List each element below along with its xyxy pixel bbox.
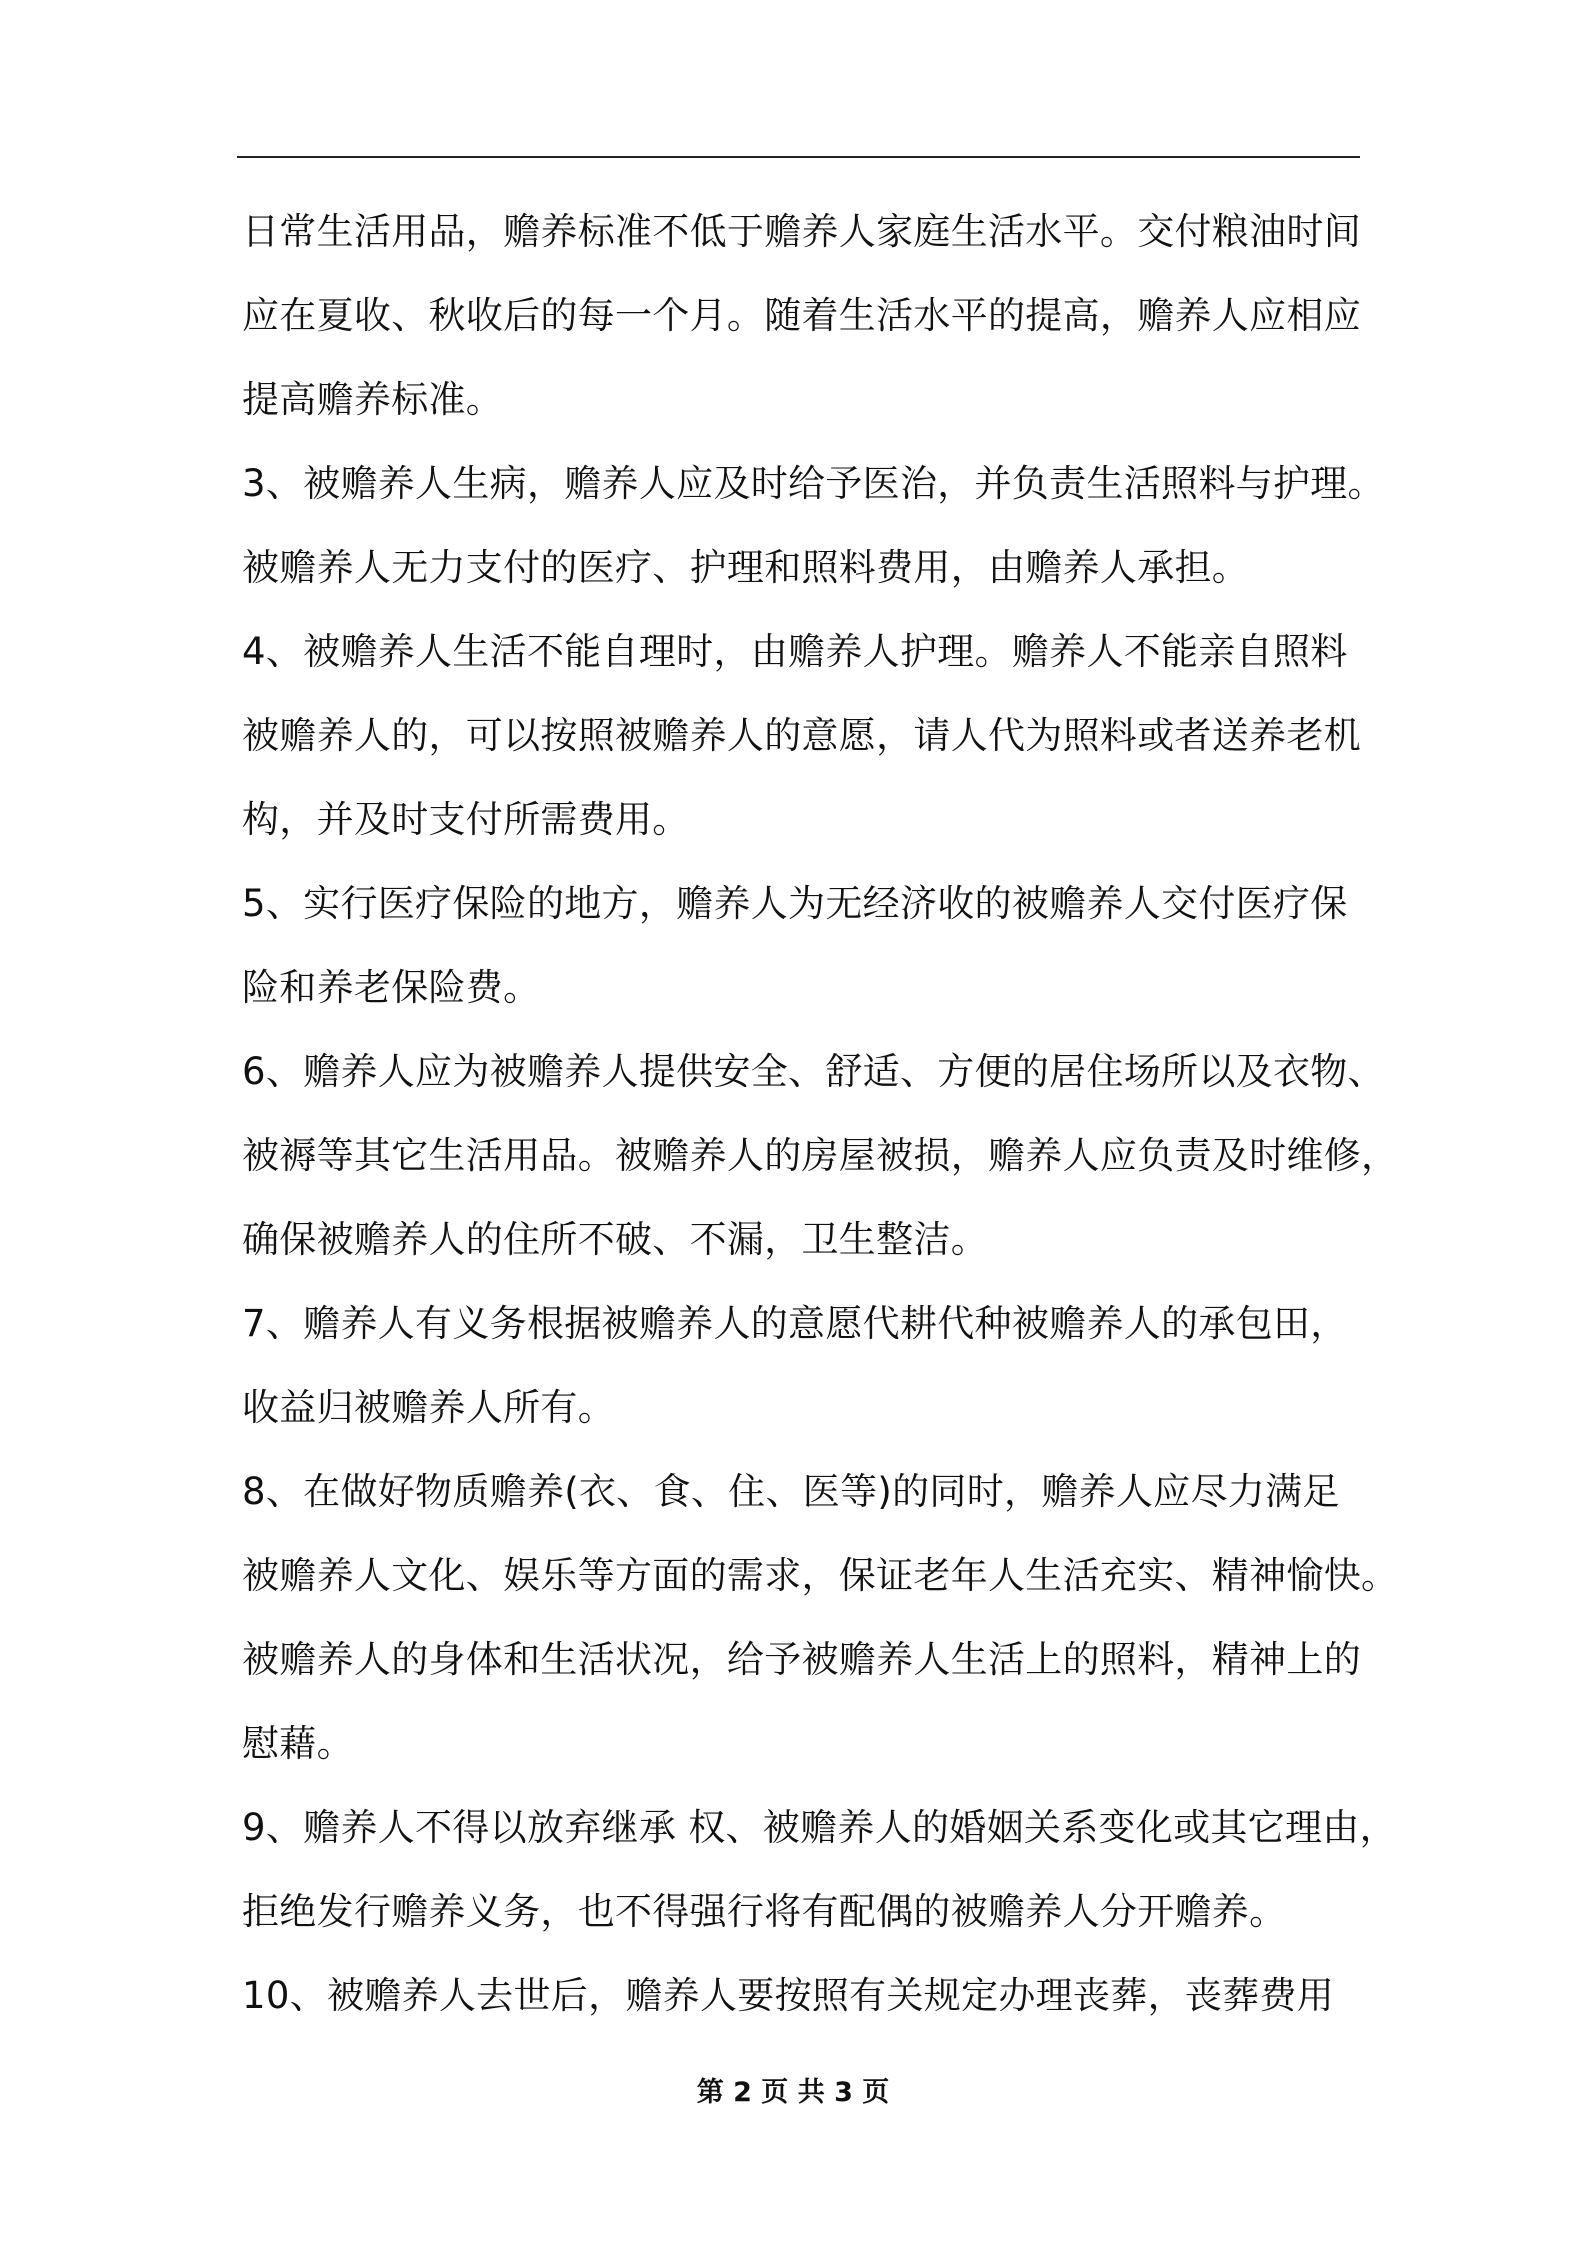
text-line: 被赡养人文化、娱乐等方面的需求，保证老年人生活充实、精神愉快。 [242, 1554, 1399, 1597]
text-line: 被赡养人的身体和生活状况，给予被赡养人生活上的照料，精神上的 [242, 1638, 1361, 1681]
text-line: 8、在做好物质赡养(衣、食、住、医等)的同时，赡养人应尽力满足 [242, 1470, 1340, 1513]
header-rule [237, 156, 1360, 158]
text-line: 慰藉。 [242, 1722, 354, 1765]
text-line: 4、被赡养人生活不能自理时，由赡养人护理。赡养人不能亲自照料 [242, 630, 1348, 673]
text-line: 提高赡养标准。 [242, 378, 504, 421]
text-line: 日常生活用品，赡养标准不低于赡养人家庭生活水平。交付粮油时间 [242, 210, 1361, 253]
text-line: 10、被赡养人去世后，赡养人要按照有关规定办理丧葬，丧葬费用 [242, 1974, 1335, 2017]
text-line: 收益归被赡养人所有。 [242, 1386, 615, 1429]
body-text [242, 204, 1399, 2052]
page-number-footer: 第 2 页 共 3 页 [696, 2077, 890, 2108]
text-line: 7、赡养人有义务根据被赡养人的意愿代耕代种被赡养人的承包田， [242, 1302, 1348, 1345]
text-line: 被赡养人的，可以按照被赡养人的意愿，请人代为照料或者送养老机 [242, 714, 1361, 757]
text-line: 9、赡养人不得以放弃继承 权、被赡养人的婚姻关系变化或其它理由， [242, 1806, 1397, 1849]
text-line: 确保被赡养人的住所不破、不漏，卫生整洁。 [242, 1218, 988, 1261]
text-line: 拒绝发行赡养义务，也不得强行将有配偶的被赡养人分开赡养。 [242, 1890, 1287, 1933]
text-line: 险和养老保险费。 [242, 966, 541, 1009]
text-line: 3、被赡养人生病，赡养人应及时给予医治，并负责生活照料与护理。 [242, 462, 1385, 505]
text-line: 构，并及时支付所需费用。 [242, 798, 690, 841]
text-line: 5、实行医疗保险的地方，赡养人为无经济收的被赡养人交付医疗保 [242, 882, 1348, 925]
text-line: 应在夏收、秋收后的每一个月。随着生活水平的提高，赡养人应相应 [242, 294, 1361, 337]
text-line: 6、赡养人应为被赡养人提供安全、舒适、方便的居住场所以及衣物、 [242, 1050, 1385, 1093]
text-line: 被赡养人无力支付的医疗、护理和照料费用，由赡养人承担。 [242, 546, 1250, 589]
text-line: 被褥等其它生活用品。被赡养人的房屋被损，赡养人应负责及时维修， [242, 1134, 1399, 1177]
